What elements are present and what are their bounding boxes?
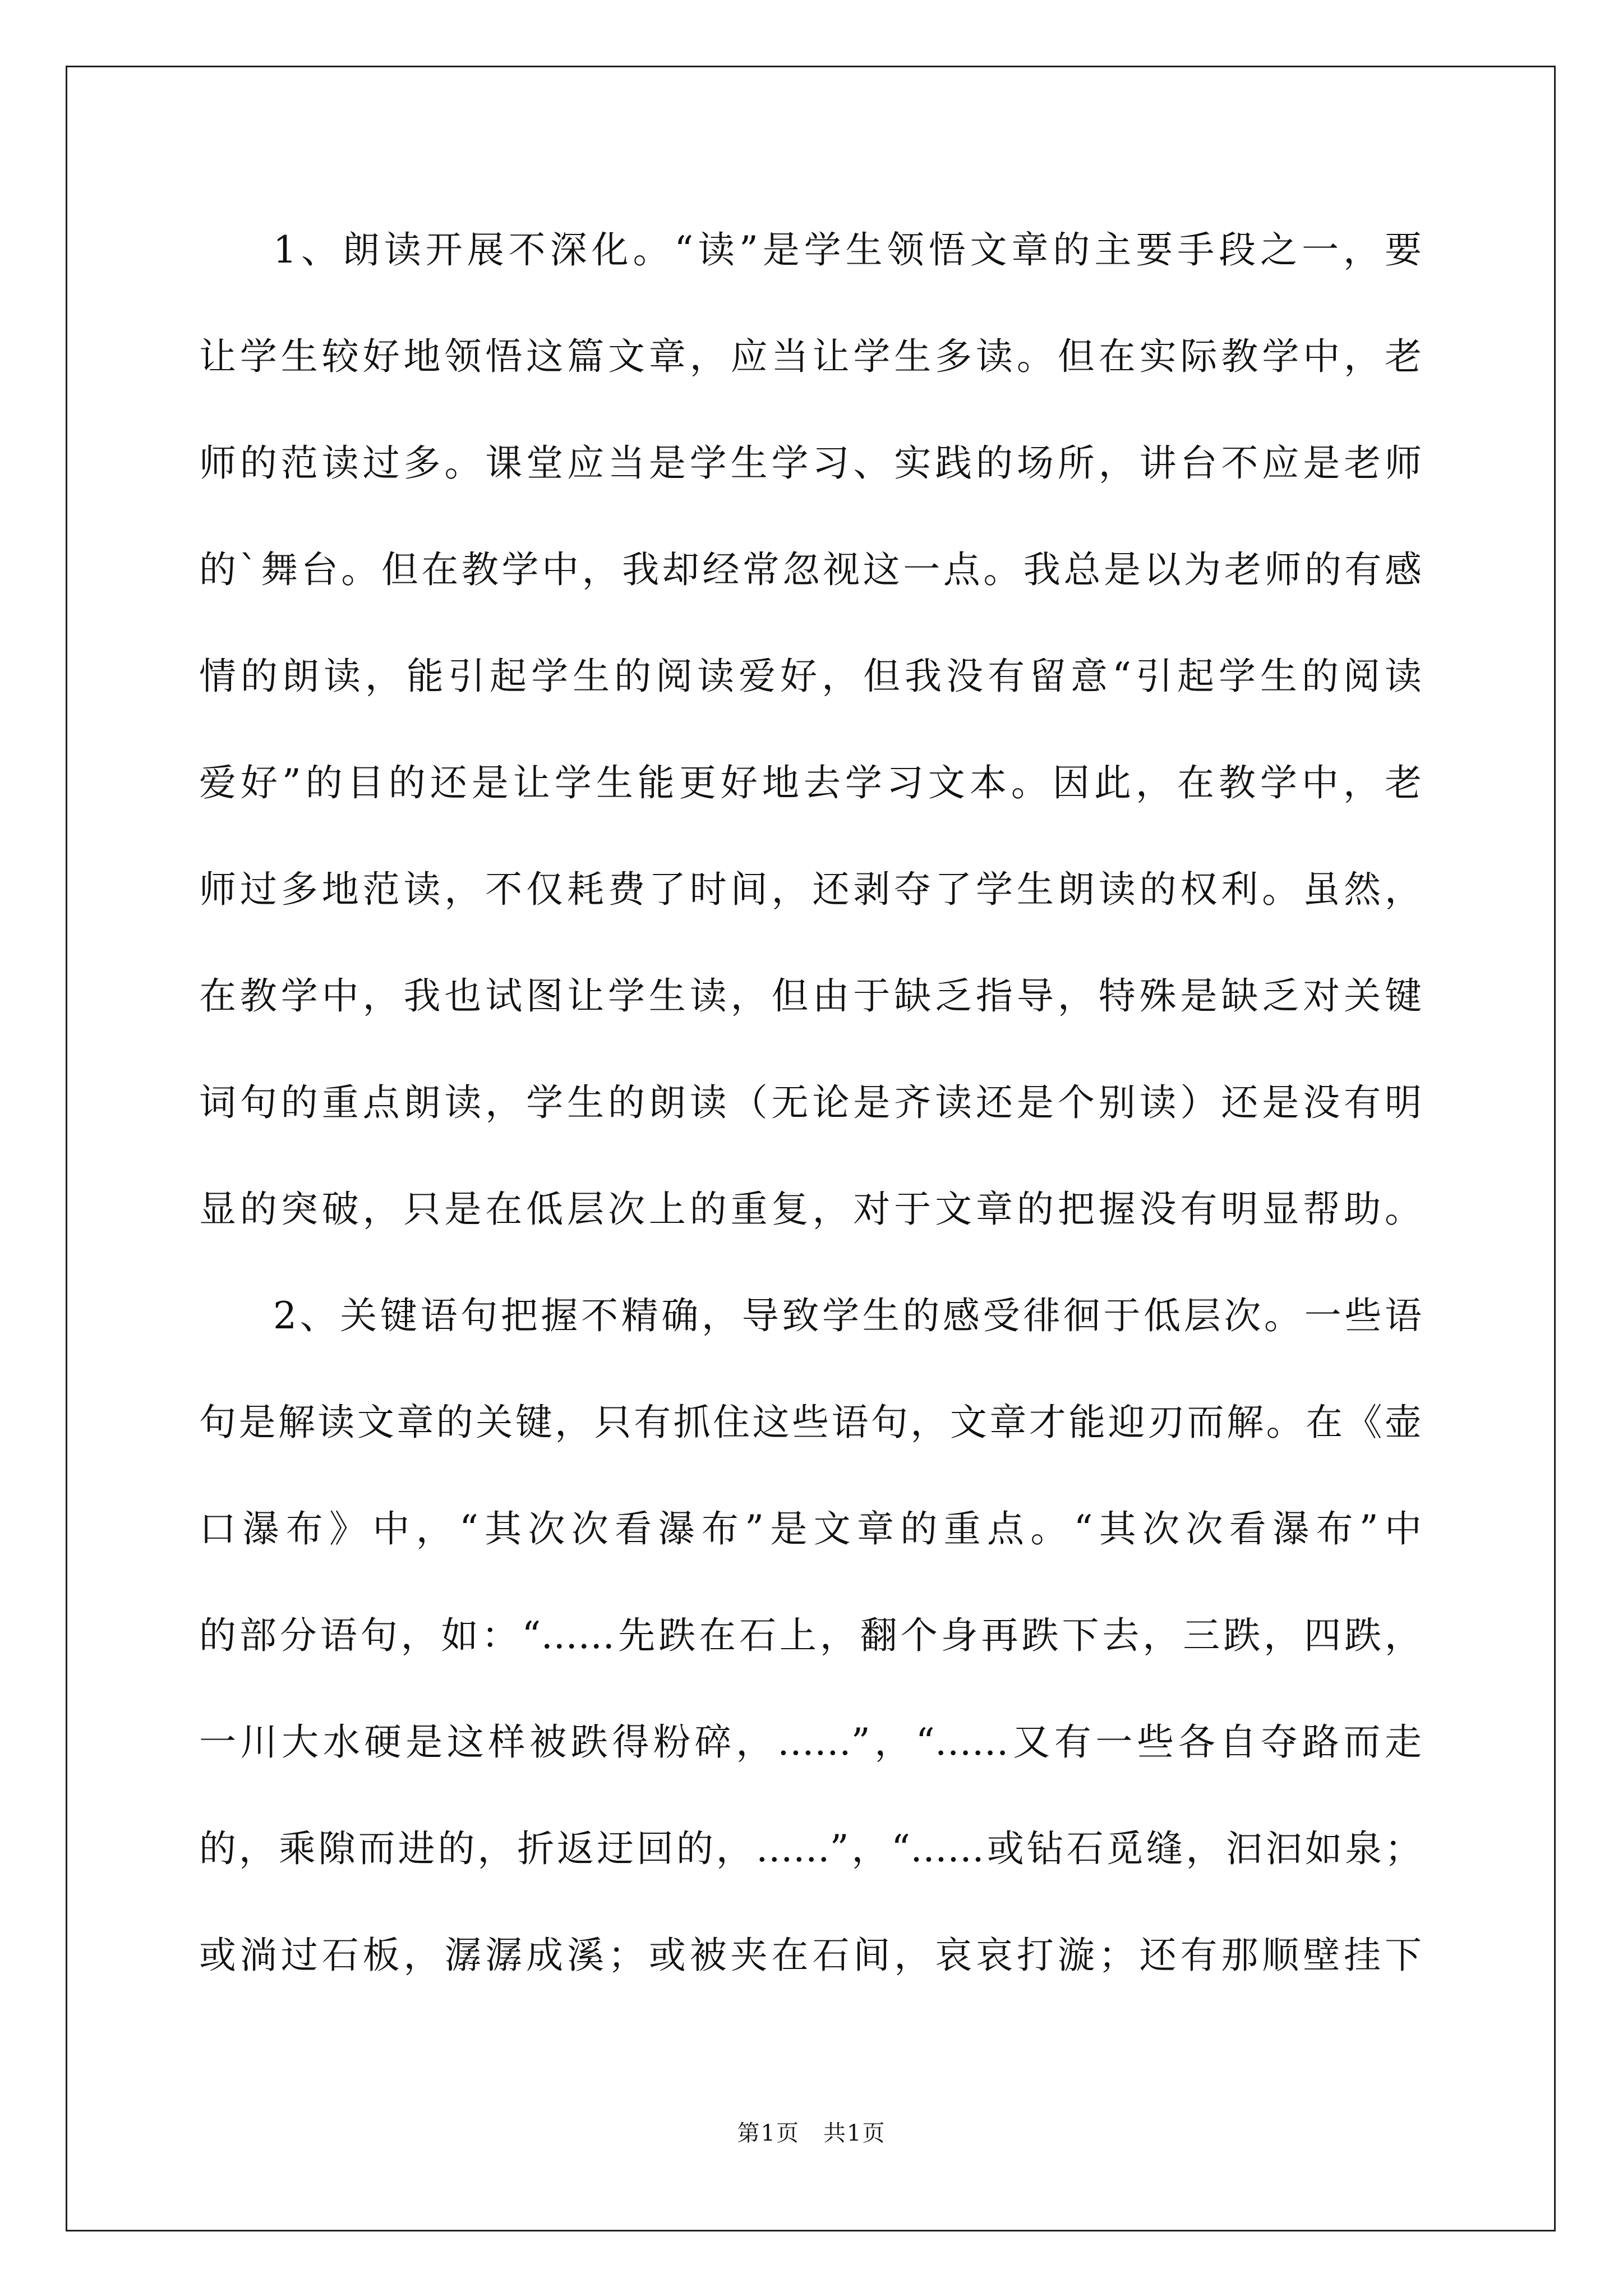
text-line: 或淌过石板，潺潺成溪；或被夹在石间，哀哀打漩；还有那顺壁挂下 — [199, 1934, 1422, 1977]
text-line: 爱好”的目的还是让学生能更好地去学习文本。因此，在教学中，老 — [199, 761, 1422, 804]
text-line: 让学生较好地领悟这篇文章，应当让学生多读。但在实际教学中，老 — [199, 335, 1422, 378]
page-number-footer: 第1页 共1页 — [737, 2120, 886, 2146]
text-line: 师的范读过多。课堂应当是学生学习、实践的场所，讲台不应是老师 — [199, 441, 1422, 485]
text-line: 口瀑布》中，“其次次看瀑布”是文章的重点。“其次次看瀑布”中 — [199, 1507, 1422, 1550]
text-line: 显的突破，只是在低层次上的重复，对于文章的把握没有明显帮助。 — [199, 1188, 1422, 1231]
document-body — [199, 219, 1422, 2031]
text-line: 师过多地范读，不仅耗费了时间，还剥夺了学生朗读的权利。虽然， — [199, 868, 1422, 911]
text-line: 的部分语句，如：“……先跌在石上，翻个身再跌下去，三跌，四跌， — [199, 1614, 1422, 1657]
text-line: 1、朗读开展不深化。“读”是学生领悟文章的主要手段之一，要 — [273, 228, 1422, 272]
text-line: 句是解读文章的关键，只有抓住这些语句，文章才能迎刃而解。在《壶 — [199, 1401, 1422, 1444]
text-line: 词句的重点朗读，学生的朗读（无论是齐读还是个别读）还是没有明 — [199, 1081, 1422, 1124]
text-line: 2、关键语句把握不精确，导致学生的感受徘徊于低层次。一些语 — [273, 1294, 1422, 1337]
text-line: 的`舞台。但在教学中，我却经常忽视这一点。我总是以为老师的有感 — [199, 548, 1422, 591]
paragraph-1 — [199, 219, 1422, 1285]
text-line: 一川大水硬是这样被跌得粉碎，……”，“……又有一些各自夺路而走 — [199, 1720, 1422, 1764]
text-line: 的，乘隙而进的，折返迂回的，……”，“……或钻石觅缝，汩汩如泉； — [199, 1827, 1422, 1870]
paragraph-2 — [199, 1285, 1422, 2031]
text-line: 情的朗读，能引起学生的阅读爱好，但我没有留意“引起学生的阅读 — [199, 655, 1422, 698]
text-line: 在教学中，我也试图让学生读，但由于缺乏指导，特殊是缺乏对关键 — [199, 974, 1422, 1018]
